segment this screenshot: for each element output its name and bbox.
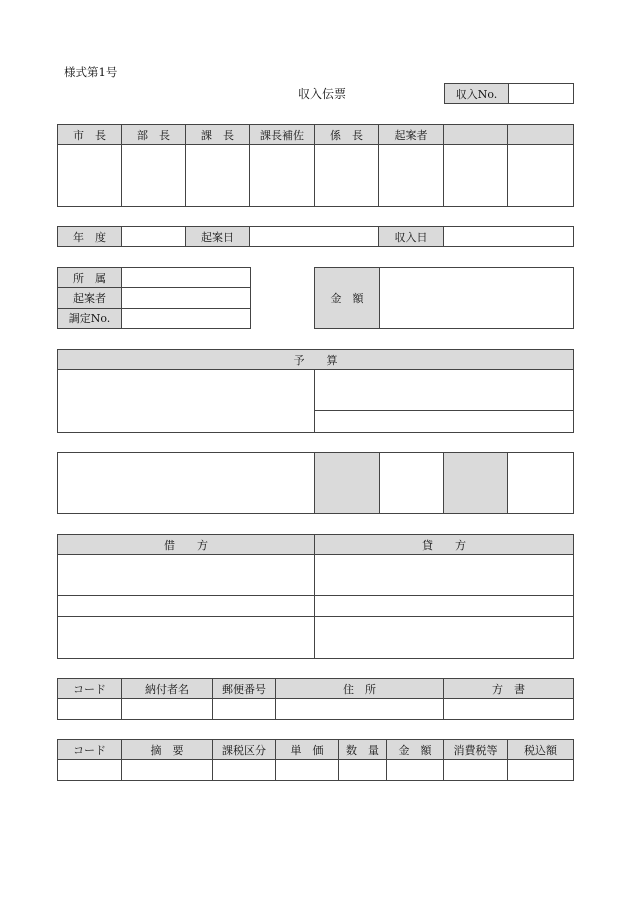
assessment-no-label: 調定No.	[58, 308, 122, 328]
items-unit-price-field[interactable]	[276, 760, 339, 781]
items-table	[57, 739, 574, 781]
misc-label-2	[444, 453, 508, 514]
receipt-no-field[interactable]	[509, 84, 574, 104]
payer-col-care-of: 方 書	[444, 679, 574, 699]
credit-account-field[interactable]	[315, 555, 574, 596]
misc-field-1[interactable]	[380, 453, 444, 514]
payer-name-field[interactable]	[122, 699, 213, 720]
draft-date-label: 起案日	[186, 227, 250, 247]
misc-field-2[interactable]	[508, 453, 574, 514]
debit-credit-block	[57, 534, 574, 659]
payer-address-field[interactable]	[276, 699, 444, 720]
items-tax-class-field[interactable]	[213, 760, 276, 781]
amount-field[interactable]	[380, 268, 574, 329]
approval-label-deputy-chief: 課長補佐	[250, 125, 315, 145]
items-consumption-tax-field[interactable]	[444, 760, 508, 781]
dates-row	[57, 226, 574, 247]
approval-label-extra-2	[508, 125, 574, 145]
payer-code-field[interactable]	[58, 699, 122, 720]
approval-label-director: 部 長	[122, 125, 186, 145]
items-col-unit-price: 単 価	[276, 740, 339, 760]
fiscal-year-field[interactable]	[122, 227, 186, 247]
amount-label: 金 額	[315, 268, 380, 329]
approval-grid	[57, 124, 574, 207]
stamp-cell-drafter[interactable]	[379, 145, 444, 207]
budget-header: 予 算	[58, 350, 574, 370]
payer-table	[57, 678, 574, 720]
budget-detail-field[interactable]	[315, 370, 574, 411]
payer-care-of-field[interactable]	[444, 699, 574, 720]
approval-label-subsection-chief: 係 長	[315, 125, 379, 145]
items-quantity-field[interactable]	[339, 760, 387, 781]
receipt-date-field[interactable]	[444, 227, 574, 247]
misc-field-main[interactable]	[58, 453, 315, 514]
receipt-date-label: 収入日	[379, 227, 444, 247]
payer-col-address: 住 所	[276, 679, 444, 699]
stamp-cell-section-chief[interactable]	[186, 145, 250, 207]
document-title: 収入伝票	[298, 87, 347, 101]
drafter-field[interactable]	[122, 288, 251, 308]
debit-label: 借 方	[58, 535, 315, 555]
budget-sub-field[interactable]	[315, 411, 574, 433]
items-col-code: コード	[58, 740, 122, 760]
credit-label: 貸 方	[315, 535, 574, 555]
items-col-tax-included: 税込額	[508, 740, 574, 760]
items-tax-included-field[interactable]	[508, 760, 574, 781]
receipt-no-label: 収入No.	[445, 84, 509, 104]
assessment-no-field[interactable]	[122, 308, 251, 328]
budget-account-field[interactable]	[58, 370, 315, 433]
stamp-cell-mayor[interactable]	[58, 145, 122, 207]
budget-block	[57, 349, 574, 433]
items-col-summary: 摘 要	[122, 740, 213, 760]
items-col-amount: 金 額	[387, 740, 444, 760]
items-code-field[interactable]	[58, 760, 122, 781]
misc-label-1	[315, 453, 380, 514]
debit-detail-field[interactable]	[58, 617, 315, 659]
drafter-label: 起案者	[58, 288, 122, 308]
receipt-no-box	[444, 83, 574, 104]
stamp-cell-director[interactable]	[122, 145, 186, 207]
items-col-tax-class: 課税区分	[213, 740, 276, 760]
stamp-cell-subsection-chief[interactable]	[315, 145, 379, 207]
items-amount-field[interactable]	[387, 760, 444, 781]
affiliation-label: 所 属	[58, 268, 122, 288]
credit-sub-field[interactable]	[315, 596, 574, 617]
form-id: 様式第1号	[64, 65, 118, 79]
debit-sub-field[interactable]	[58, 596, 315, 617]
items-col-quantity: 数 量	[339, 740, 387, 760]
stamp-cell-deputy-chief[interactable]	[250, 145, 315, 207]
approval-label-drafter: 起案者	[379, 125, 444, 145]
credit-detail-field[interactable]	[315, 617, 574, 659]
items-summary-field[interactable]	[122, 760, 213, 781]
payer-col-code: コード	[58, 679, 122, 699]
payer-col-name: 納付者名	[122, 679, 213, 699]
fiscal-year-label: 年 度	[58, 227, 122, 247]
approval-label-section-chief: 課 長	[186, 125, 250, 145]
affiliation-field[interactable]	[122, 268, 251, 288]
approval-label-extra-1	[444, 125, 508, 145]
payer-col-postal: 郵便番号	[213, 679, 276, 699]
debit-account-field[interactable]	[58, 555, 315, 596]
items-col-consumption-tax: 消費税等	[444, 740, 508, 760]
draft-date-field[interactable]	[250, 227, 379, 247]
payer-postal-field[interactable]	[213, 699, 276, 720]
affiliation-block	[57, 267, 251, 329]
amount-block	[314, 267, 574, 329]
misc-block	[57, 452, 574, 514]
stamp-cell-extra-2[interactable]	[508, 145, 574, 207]
approval-label-mayor: 市 長	[58, 125, 122, 145]
stamp-cell-extra-1[interactable]	[444, 145, 508, 207]
